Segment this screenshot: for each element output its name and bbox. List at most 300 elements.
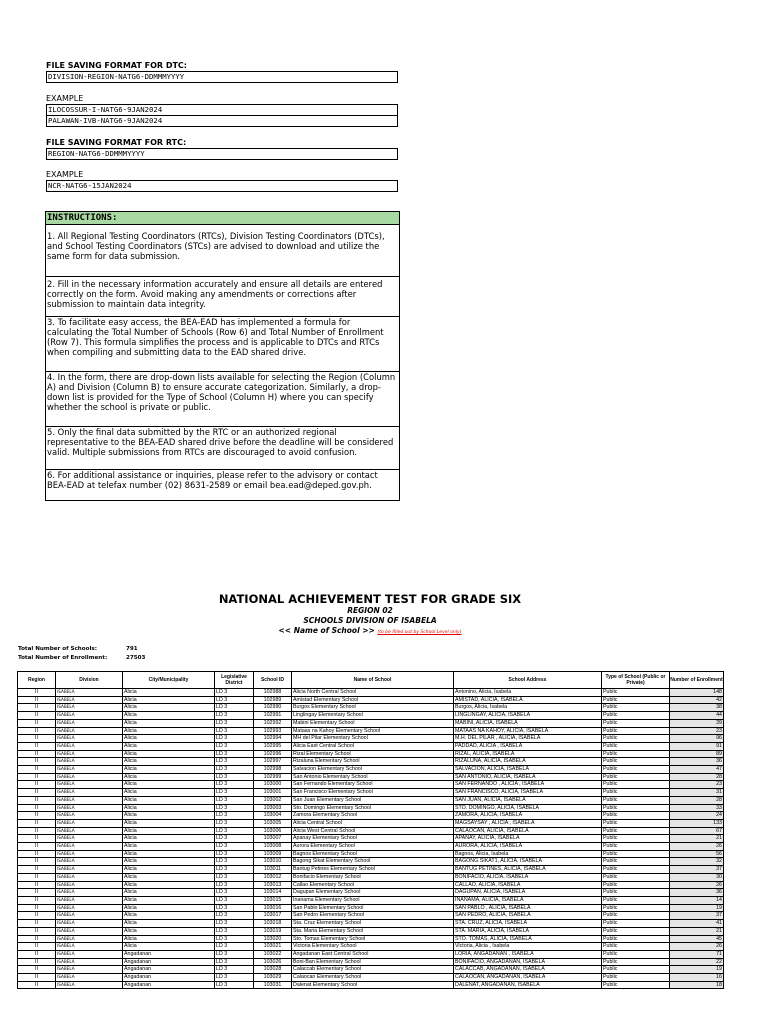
table-row[interactable] — [18, 920, 724, 928]
cell-school-address[interactable]: DAGUPAN, ALICIA, ISABELA — [454, 889, 602, 897]
cell-region[interactable]: II — [18, 827, 56, 835]
cell-region[interactable]: II — [18, 927, 56, 935]
cell-division[interactable]: ISABELA — [56, 704, 123, 712]
cell-school-id[interactable]: 103031 — [254, 981, 292, 989]
cell-school-type[interactable]: Public — [602, 750, 670, 758]
cell-division[interactable]: ISABELA — [56, 789, 123, 797]
cell-school-name[interactable]: San Pablo Elementary School — [292, 904, 454, 912]
cell-city[interactable]: Alicia — [123, 866, 215, 874]
cell-region[interactable]: II — [18, 904, 56, 912]
cell-district[interactable]: LD 3 — [215, 843, 254, 851]
cell-enrollment[interactable]: 14 — [670, 896, 724, 904]
cell-school-id[interactable]: 103008 — [254, 843, 292, 851]
cell-district[interactable]: LD 3 — [215, 881, 254, 889]
cell-school-name[interactable]: Linglingay Elementary School — [292, 712, 454, 720]
cell-enrollment[interactable]: 33 — [670, 804, 724, 812]
cell-city[interactable]: Alicia — [123, 835, 215, 843]
cell-region[interactable]: II — [18, 835, 56, 843]
cell-division[interactable]: ISABELA — [56, 773, 123, 781]
cell-enrollment[interactable]: 21 — [670, 835, 724, 843]
cell-region[interactable]: II — [18, 758, 56, 766]
cell-school-type[interactable]: Public — [602, 712, 670, 720]
cell-district[interactable]: LD 3 — [215, 796, 254, 804]
cell-school-name[interactable]: Alicia West Central School — [292, 827, 454, 835]
cell-school-id[interactable]: 102995 — [254, 742, 292, 750]
cell-region[interactable]: II — [18, 873, 56, 881]
cell-enrollment[interactable]: 39 — [670, 719, 724, 727]
cell-enrollment[interactable]: 38 — [670, 704, 724, 712]
cell-school-id[interactable]: 103012 — [254, 873, 292, 881]
cell-school-name[interactable]: Amistad Elementary School — [292, 696, 454, 704]
cell-district[interactable]: LD 3 — [215, 766, 254, 774]
cell-school-address[interactable]: BONIFACIO, ANGADANAN, ISABELA — [454, 958, 602, 966]
rtc-example-1[interactable]: NCR-NATG6-15JAN2024 — [46, 180, 398, 192]
cell-district[interactable]: LD 3 — [215, 935, 254, 943]
cell-division[interactable]: ISABELA — [56, 912, 123, 920]
cell-district[interactable]: LD 3 — [215, 958, 254, 966]
cell-region[interactable]: II — [18, 889, 56, 897]
cell-city[interactable]: Alicia — [123, 812, 215, 820]
cell-city[interactable]: Alicia — [123, 927, 215, 935]
cell-district[interactable]: LD 3 — [215, 974, 254, 982]
cell-city[interactable]: Alicia — [123, 896, 215, 904]
cell-school-name[interactable]: MH del Pilar Elementary School — [292, 735, 454, 743]
cell-school-name[interactable]: Alicia Central School — [292, 819, 454, 827]
cell-school-id[interactable]: 103015 — [254, 896, 292, 904]
cell-region[interactable]: II — [18, 742, 56, 750]
cell-region[interactable]: II — [18, 966, 56, 974]
cell-school-type[interactable]: Public — [602, 696, 670, 704]
cell-enrollment[interactable]: 16 — [670, 974, 724, 982]
cell-district[interactable]: LD 3 — [215, 804, 254, 812]
cell-enrollment[interactable]: 19 — [670, 966, 724, 974]
cell-school-id[interactable]: 103009 — [254, 850, 292, 858]
cell-school-type[interactable]: Public — [602, 758, 670, 766]
rtc-format-value[interactable]: REGION-NATG6-DDMMMYYYY — [46, 148, 398, 160]
cell-city[interactable]: Angadanan — [123, 981, 215, 989]
cell-school-id[interactable]: 102997 — [254, 758, 292, 766]
cell-school-id[interactable]: 103028 — [254, 966, 292, 974]
cell-district[interactable]: LD 3 — [215, 981, 254, 989]
cell-city[interactable]: Alicia — [123, 889, 215, 897]
cell-region[interactable]: II — [18, 958, 56, 966]
cell-division[interactable]: ISABELA — [56, 827, 123, 835]
cell-enrollment[interactable]: 37 — [670, 866, 724, 874]
cell-school-type[interactable]: Public — [602, 704, 670, 712]
cell-city[interactable]: Alicia — [123, 819, 215, 827]
cell-school-type[interactable]: Public — [602, 766, 670, 774]
cell-region[interactable]: II — [18, 735, 56, 743]
cell-school-type[interactable]: Public — [602, 843, 670, 851]
table-row[interactable] — [18, 958, 724, 966]
cell-school-id[interactable]: 102996 — [254, 750, 292, 758]
cell-region[interactable]: II — [18, 819, 56, 827]
cell-school-name[interactable]: Bagnos Elementary School — [292, 850, 454, 858]
cell-enrollment[interactable]: 19 — [670, 904, 724, 912]
cell-region[interactable]: II — [18, 750, 56, 758]
cell-region[interactable]: II — [18, 689, 56, 697]
cell-division[interactable]: ISABELA — [56, 958, 123, 966]
cell-school-address[interactable]: SAN PABLO , ALICIA, ISABELA — [454, 904, 602, 912]
table-row[interactable] — [18, 781, 724, 789]
cell-school-name[interactable]: Bagong Sikat Elementary School — [292, 858, 454, 866]
cell-school-name[interactable]: Mataas na Kahoy Elementary School — [292, 727, 454, 735]
cell-school-name[interactable]: Sto. Tomas Elementary School — [292, 935, 454, 943]
cell-district[interactable]: LD 3 — [215, 920, 254, 928]
table-row[interactable] — [18, 750, 724, 758]
cell-school-name[interactable]: Boni-Ban Elementary School — [292, 958, 454, 966]
cell-school-id[interactable]: 102992 — [254, 719, 292, 727]
cell-enrollment[interactable]: 24 — [670, 812, 724, 820]
cell-school-address[interactable]: LINGLINGAY, ALICIA, ISABELA — [454, 712, 602, 720]
cell-city[interactable]: Alicia — [123, 850, 215, 858]
cell-school-name[interactable]: Callao Elementary School — [292, 881, 454, 889]
cell-enrollment[interactable]: 28 — [670, 773, 724, 781]
cell-school-address[interactable]: CALACCAB, ANGADANAN, ISABELA — [454, 966, 602, 974]
cell-city[interactable]: Alicia — [123, 781, 215, 789]
cell-district[interactable]: LD 3 — [215, 896, 254, 904]
table-row[interactable] — [18, 889, 724, 897]
cell-enrollment[interactable]: 89 — [670, 750, 724, 758]
cell-district[interactable]: LD 3 — [215, 950, 254, 958]
cell-city[interactable]: Alicia — [123, 943, 215, 951]
cell-division[interactable]: ISABELA — [56, 735, 123, 743]
cell-city[interactable]: Angadanan — [123, 950, 215, 958]
cell-school-type[interactable]: Public — [602, 850, 670, 858]
cell-school-name[interactable]: Salvacion Elementary School — [292, 766, 454, 774]
dtc-format-value[interactable]: DIVISION-REGION-NATG6-DDMMMYYYY — [46, 71, 398, 83]
cell-region[interactable]: II — [18, 781, 56, 789]
table-row[interactable] — [18, 974, 724, 982]
cell-division[interactable]: ISABELA — [56, 889, 123, 897]
cell-district[interactable]: LD 3 — [215, 773, 254, 781]
cell-school-id[interactable]: 103014 — [254, 889, 292, 897]
cell-school-address[interactable]: CALAOCAN, ALICIA, ISABELA — [454, 827, 602, 835]
cell-division[interactable]: ISABELA — [56, 758, 123, 766]
cell-school-address[interactable]: Antonino, Alicia, Isabela — [454, 689, 602, 697]
cell-school-address[interactable]: APANAY, ALICIA, ISABELA — [454, 835, 602, 843]
cell-school-type[interactable]: Public — [602, 827, 670, 835]
cell-school-address[interactable]: BAGONG SIKAT1, ALICIA, ISABELA — [454, 858, 602, 866]
cell-enrollment[interactable]: 96 — [670, 735, 724, 743]
table-row[interactable] — [18, 966, 724, 974]
cell-enrollment[interactable]: 148 — [670, 689, 724, 697]
cell-enrollment[interactable]: 42 — [670, 696, 724, 704]
cell-city[interactable]: Alicia — [123, 881, 215, 889]
cell-school-name[interactable]: San Pedro Elementary School — [292, 912, 454, 920]
cell-region[interactable]: II — [18, 866, 56, 874]
cell-school-type[interactable]: Public — [602, 935, 670, 943]
school-name-line[interactable] — [0, 626, 740, 638]
cell-city[interactable]: Alicia — [123, 719, 215, 727]
cell-school-id[interactable]: 103002 — [254, 796, 292, 804]
table-row[interactable] — [18, 789, 724, 797]
cell-city[interactable]: Alicia — [123, 727, 215, 735]
cell-city[interactable]: Alicia — [123, 904, 215, 912]
cell-division[interactable]: ISABELA — [56, 896, 123, 904]
cell-division[interactable]: ISABELA — [56, 781, 123, 789]
cell-region[interactable]: II — [18, 712, 56, 720]
cell-enrollment[interactable]: 26 — [670, 843, 724, 851]
cell-enrollment[interactable]: 32 — [670, 858, 724, 866]
cell-division[interactable]: ISABELA — [56, 843, 123, 851]
cell-school-id[interactable]: 102999 — [254, 773, 292, 781]
cell-enrollment[interactable]: 23 — [670, 781, 724, 789]
cell-district[interactable]: LD 3 — [215, 858, 254, 866]
cell-division[interactable]: ISABELA — [56, 750, 123, 758]
cell-city[interactable]: Angadanan — [123, 966, 215, 974]
cell-district[interactable]: LD 3 — [215, 889, 254, 897]
cell-school-type[interactable]: Public — [602, 981, 670, 989]
cell-district[interactable]: LD 3 — [215, 750, 254, 758]
cell-district[interactable]: LD 3 — [215, 696, 254, 704]
cell-enrollment[interactable]: 71 — [670, 950, 724, 958]
cell-enrollment[interactable]: 41 — [670, 920, 724, 928]
cell-division[interactable]: ISABELA — [56, 927, 123, 935]
cell-school-id[interactable]: 103004 — [254, 812, 292, 820]
cell-school-address[interactable]: MATAAS NA KAHOY, ALICIA, ISABELA — [454, 727, 602, 735]
cell-school-name[interactable]: Sta. Maria Elementary School — [292, 927, 454, 935]
cell-enrollment[interactable]: 67 — [670, 827, 724, 835]
cell-school-type[interactable]: Public — [602, 796, 670, 804]
cell-school-address[interactable]: Bagnos, Alicia, Isabela — [454, 850, 602, 858]
cell-district[interactable]: LD 3 — [215, 789, 254, 797]
cell-school-type[interactable]: Public — [602, 866, 670, 874]
cell-enrollment[interactable]: 36 — [670, 889, 724, 897]
cell-school-address[interactable]: RIZAL, ALICIA, ISABELA — [454, 750, 602, 758]
cell-school-id[interactable]: 103007 — [254, 835, 292, 843]
table-row[interactable] — [18, 927, 724, 935]
cell-school-id[interactable]: 103016 — [254, 904, 292, 912]
cell-region[interactable]: II — [18, 943, 56, 951]
cell-school-address[interactable]: Burgos, Alicia, Isabela — [454, 704, 602, 712]
cell-school-name[interactable]: Victoria Elementary School — [292, 943, 454, 951]
cell-enrollment[interactable]: 133 — [670, 819, 724, 827]
cell-city[interactable]: Alicia — [123, 827, 215, 835]
cell-school-id[interactable]: 103026 — [254, 958, 292, 966]
table-row[interactable] — [18, 766, 724, 774]
cell-school-address[interactable]: SAN FRANCISCO, ALICIA, ISABELA — [454, 789, 602, 797]
cell-school-name[interactable]: Calaccab Elementary School — [292, 966, 454, 974]
dtc-example-2[interactable]: PALAWAN-IVB-NATG6-9JAN2024 — [46, 116, 398, 127]
table-row[interactable] — [18, 843, 724, 851]
cell-division[interactable]: ISABELA — [56, 835, 123, 843]
cell-school-name[interactable]: Alicia North Central School — [292, 689, 454, 697]
cell-city[interactable]: Alicia — [123, 704, 215, 712]
cell-division[interactable]: ISABELA — [56, 858, 123, 866]
cell-district[interactable]: LD 3 — [215, 943, 254, 951]
school-name-placeholder[interactable]: << Name of School >> — [278, 626, 375, 635]
cell-school-address[interactable]: SAN PEDRO, ALICIA, ISABELA — [454, 912, 602, 920]
cell-division[interactable]: ISABELA — [56, 974, 123, 982]
cell-city[interactable]: Alicia — [123, 689, 215, 697]
cell-school-id[interactable]: 102989 — [254, 696, 292, 704]
cell-region[interactable]: II — [18, 719, 56, 727]
cell-district[interactable]: LD 3 — [215, 912, 254, 920]
cell-enrollment[interactable]: 37 — [670, 912, 724, 920]
cell-school-name[interactable]: Sta. Cruz Elementary School — [292, 920, 454, 928]
table-row[interactable] — [18, 742, 724, 750]
cell-school-type[interactable]: Public — [602, 835, 670, 843]
cell-city[interactable]: Alicia — [123, 789, 215, 797]
cell-school-type[interactable]: Public — [602, 958, 670, 966]
cell-city[interactable]: Alicia — [123, 873, 215, 881]
table-row[interactable] — [18, 873, 724, 881]
cell-school-id[interactable]: 102991 — [254, 712, 292, 720]
cell-school-address[interactable]: SALVACION, ALICIA, ISABELA — [454, 766, 602, 774]
cell-city[interactable]: Alicia — [123, 742, 215, 750]
cell-school-name[interactable]: Rizaluna Elementary School — [292, 758, 454, 766]
cell-region[interactable]: II — [18, 920, 56, 928]
table-row[interactable] — [18, 735, 724, 743]
cell-district[interactable]: LD 3 — [215, 812, 254, 820]
table-row[interactable] — [18, 719, 724, 727]
table-row[interactable] — [18, 689, 724, 697]
cell-city[interactable]: Angadanan — [123, 974, 215, 982]
cell-division[interactable]: ISABELA — [56, 966, 123, 974]
table-row[interactable] — [18, 712, 724, 720]
cell-city[interactable]: Alicia — [123, 843, 215, 851]
cell-district[interactable]: LD 3 — [215, 866, 254, 874]
cell-region[interactable]: II — [18, 896, 56, 904]
cell-school-address[interactable]: SAN JUAN, ALICIA, ISABELA — [454, 796, 602, 804]
cell-city[interactable]: Alicia — [123, 858, 215, 866]
table-row[interactable] — [18, 696, 724, 704]
cell-school-address[interactable]: SAN FERNANDO , ALICIA , ISABELA — [454, 781, 602, 789]
cell-district[interactable]: LD 3 — [215, 758, 254, 766]
cell-city[interactable]: Alicia — [123, 712, 215, 720]
cell-school-type[interactable]: Public — [602, 735, 670, 743]
cell-school-address[interactable]: BANTUG PETINES, ALICIA, ISABELA — [454, 866, 602, 874]
cell-school-address[interactable]: CALLAO, ALICIA, ISABELA — [454, 881, 602, 889]
table-row[interactable] — [18, 943, 724, 951]
cell-school-id[interactable]: 103013 — [254, 881, 292, 889]
cell-school-name[interactable]: Apanay Elementary School — [292, 835, 454, 843]
cell-school-type[interactable]: Public — [602, 943, 670, 951]
cell-school-address[interactable]: CALAOCAN, ANGADANAN, ISABELA — [454, 974, 602, 982]
cell-region[interactable]: II — [18, 843, 56, 851]
cell-district[interactable]: LD 3 — [215, 850, 254, 858]
cell-school-name[interactable]: Rizal Elementary School — [292, 750, 454, 758]
cell-division[interactable]: ISABELA — [56, 719, 123, 727]
cell-school-address[interactable]: SAN ANTONIO, ALICIA, ISABELA — [454, 773, 602, 781]
cell-city[interactable]: Alicia — [123, 750, 215, 758]
cell-enrollment[interactable]: 36 — [670, 758, 724, 766]
cell-school-type[interactable]: Public — [602, 950, 670, 958]
cell-school-name[interactable]: Dagupan Elementary School — [292, 889, 454, 897]
cell-region[interactable]: II — [18, 696, 56, 704]
cell-school-address[interactable]: STA. MARIA, ALICIA, ISABELA — [454, 927, 602, 935]
cell-school-address[interactable]: MAGSAYSAY , ALICIA , ISABELA — [454, 819, 602, 827]
cell-division[interactable]: ISABELA — [56, 766, 123, 774]
cell-school-address[interactable]: STO. TOMAS, ALICIA, ISABELA — [454, 935, 602, 943]
cell-school-type[interactable]: Public — [602, 727, 670, 735]
cell-region[interactable]: II — [18, 766, 56, 774]
table-row[interactable] — [18, 881, 724, 889]
cell-school-type[interactable]: Public — [602, 781, 670, 789]
cell-school-address[interactable]: M.H. DEL PILAR , ALICIA, ISABELA — [454, 735, 602, 743]
cell-school-type[interactable]: Public — [602, 927, 670, 935]
cell-enrollment[interactable]: 45 — [670, 935, 724, 943]
cell-school-type[interactable]: Public — [602, 966, 670, 974]
cell-district[interactable]: LD 3 — [215, 904, 254, 912]
cell-school-address[interactable]: STA. CRUZ, ALICIA, ISABELA — [454, 920, 602, 928]
cell-district[interactable]: LD 3 — [215, 689, 254, 697]
cell-school-address[interactable]: AMISTAD, ALICIA, ISABELA — [454, 696, 602, 704]
cell-school-address[interactable]: PADDAD, ALICIA , ISABELA — [454, 742, 602, 750]
cell-school-id[interactable]: 103029 — [254, 974, 292, 982]
cell-school-type[interactable]: Public — [602, 974, 670, 982]
cell-district[interactable]: LD 3 — [215, 927, 254, 935]
cell-school-name[interactable]: Zamora Elementary School — [292, 812, 454, 820]
cell-region[interactable]: II — [18, 935, 56, 943]
cell-school-type[interactable]: Public — [602, 689, 670, 697]
cell-school-name[interactable]: Inanama Elementary School — [292, 896, 454, 904]
cell-region[interactable]: II — [18, 858, 56, 866]
cell-region[interactable]: II — [18, 981, 56, 989]
cell-city[interactable]: Alicia — [123, 758, 215, 766]
cell-region[interactable]: II — [18, 881, 56, 889]
cell-enrollment[interactable]: 21 — [670, 927, 724, 935]
cell-school-id[interactable]: 102990 — [254, 704, 292, 712]
table-row[interactable] — [18, 904, 724, 912]
cell-division[interactable]: ISABELA — [56, 881, 123, 889]
cell-city[interactable]: Alicia — [123, 735, 215, 743]
cell-school-address[interactable]: AURORA, ALICIA, ISABELA — [454, 843, 602, 851]
cell-division[interactable]: ISABELA — [56, 873, 123, 881]
cell-division[interactable]: ISABELA — [56, 819, 123, 827]
cell-school-id[interactable]: 103010 — [254, 858, 292, 866]
table-row[interactable] — [18, 858, 724, 866]
cell-city[interactable]: Alicia — [123, 804, 215, 812]
cell-city[interactable]: Alicia — [123, 766, 215, 774]
cell-enrollment[interactable]: 30 — [670, 873, 724, 881]
cell-region[interactable]: II — [18, 727, 56, 735]
cell-district[interactable]: LD 3 — [215, 781, 254, 789]
cell-city[interactable]: Alicia — [123, 773, 215, 781]
cell-division[interactable]: ISABELA — [56, 727, 123, 735]
cell-city[interactable]: Alicia — [123, 696, 215, 704]
cell-division[interactable]: ISABELA — [56, 850, 123, 858]
cell-school-name[interactable]: Bonifacio Elementary School — [292, 873, 454, 881]
cell-school-id[interactable]: 103003 — [254, 804, 292, 812]
cell-region[interactable]: II — [18, 773, 56, 781]
table-row[interactable] — [18, 935, 724, 943]
table-row[interactable] — [18, 835, 724, 843]
cell-school-name[interactable]: Alicia East Central School — [292, 742, 454, 750]
cell-school-address[interactable]: Victoria, Alicia , Isabela — [454, 943, 602, 951]
cell-division[interactable]: ISABELA — [56, 804, 123, 812]
table-row[interactable] — [18, 827, 724, 835]
cell-school-id[interactable]: 103022 — [254, 950, 292, 958]
cell-enrollment[interactable]: 18 — [670, 981, 724, 989]
cell-school-id[interactable]: 103011 — [254, 866, 292, 874]
cell-region[interactable]: II — [18, 812, 56, 820]
table-row[interactable] — [18, 912, 724, 920]
cell-school-type[interactable]: Public — [602, 920, 670, 928]
table-row[interactable] — [18, 850, 724, 858]
cell-division[interactable]: ISABELA — [56, 742, 123, 750]
cell-school-type[interactable]: Public — [602, 819, 670, 827]
cell-school-name[interactable]: Angadanan East Central School — [292, 950, 454, 958]
cell-school-id[interactable]: 103000 — [254, 781, 292, 789]
cell-school-address[interactable]: INANAMA, ALICIA, ISABELA — [454, 896, 602, 904]
cell-city[interactable]: Alicia — [123, 796, 215, 804]
cell-enrollment[interactable]: 47 — [670, 766, 724, 774]
cell-enrollment[interactable]: 26 — [670, 881, 724, 889]
table-row[interactable] — [18, 773, 724, 781]
cell-school-id[interactable]: 103006 — [254, 827, 292, 835]
